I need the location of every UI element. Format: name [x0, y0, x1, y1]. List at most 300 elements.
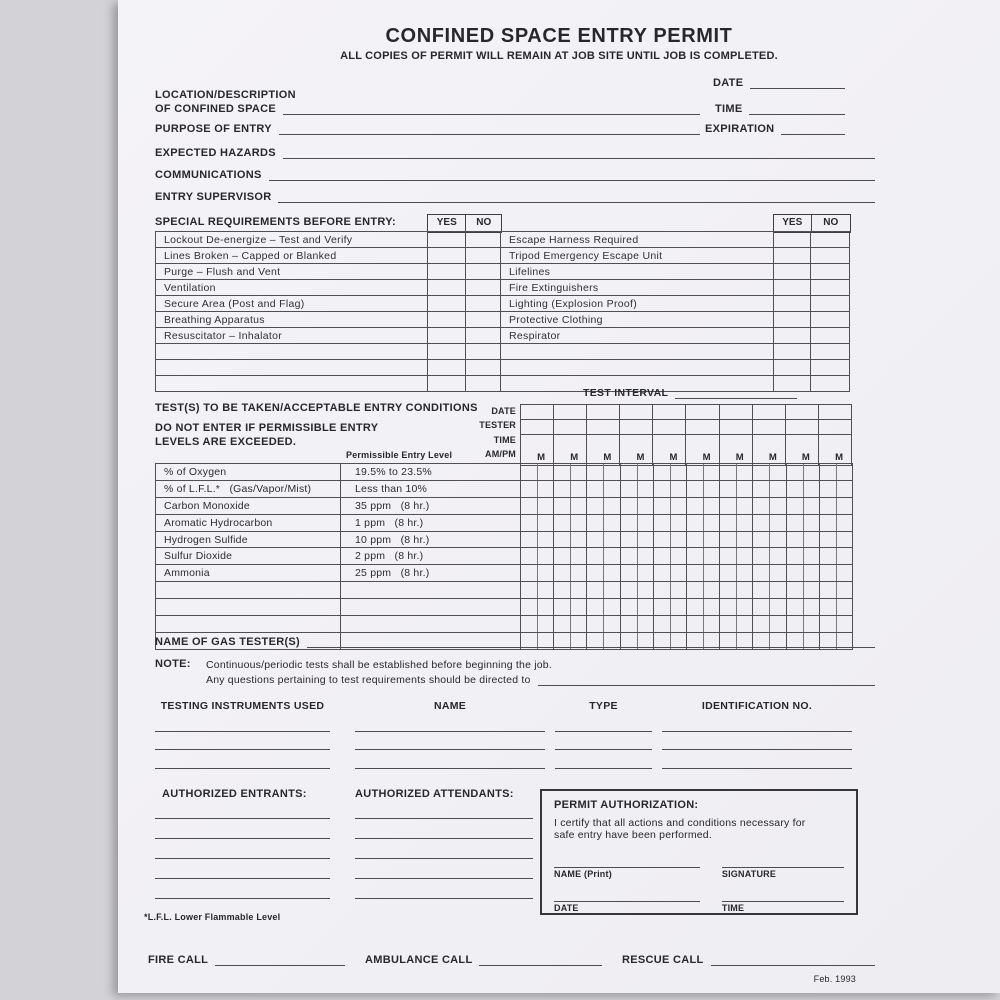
test-reading-cell[interactable] [521, 514, 554, 531]
yes-checkbox-cell[interactable] [774, 360, 811, 376]
test-reading-cell[interactable] [819, 565, 852, 582]
test-reading-cell[interactable] [753, 616, 786, 633]
grid-row-label-time: TIME [493, 435, 516, 445]
authorized-entrants-label: AUTHORIZED ENTRANTS: [162, 788, 307, 800]
test-reading-cell[interactable] [620, 464, 653, 481]
requirement-label-left: Lines Broken – Capped or Blanked [156, 248, 428, 264]
print-name-label: NAME (Print) [554, 869, 612, 879]
tests-heading: TEST(S) TO BE TAKEN/ACCEPTABLE ENTRY CONDITIONS [155, 402, 478, 414]
interval-date-cell[interactable] [785, 405, 818, 420]
test-reading-cell[interactable] [554, 599, 587, 616]
requirement-label-left [156, 344, 428, 360]
test-reading-cell[interactable] [753, 531, 786, 548]
entry-supervisor-input-line[interactable] [278, 189, 875, 203]
test-reading-cell[interactable] [620, 548, 653, 565]
interval-ampm-cell[interactable]: M [785, 435, 818, 466]
interval-ampm-cell[interactable]: M [818, 435, 851, 466]
yes-checkbox-cell[interactable] [428, 344, 466, 360]
grid-row-label-date: DATE [491, 406, 516, 416]
no-checkbox-cell[interactable] [811, 232, 850, 248]
no-checkbox-cell[interactable] [466, 328, 501, 344]
test-reading-cell[interactable] [686, 480, 719, 497]
test-reading-cell[interactable] [753, 582, 786, 599]
print-name-input-line[interactable] [554, 855, 700, 868]
gas-name-cell [156, 599, 341, 616]
requirement-row [156, 312, 850, 328]
test-reading-cell[interactable] [720, 480, 753, 497]
requirement-label-right: Respirator [501, 328, 774, 344]
expiration-input-line[interactable] [781, 121, 845, 135]
test-reading-cell[interactable] [753, 480, 786, 497]
test-reading-cell[interactable] [786, 599, 819, 616]
yes-header-label: YES [436, 217, 457, 228]
test-reading-cell[interactable] [753, 599, 786, 616]
test-reading-cell[interactable] [819, 514, 852, 531]
gas-row [156, 548, 853, 565]
attendant-input-line[interactable] [355, 865, 533, 879]
test-reading-cell[interactable] [753, 514, 786, 531]
requirement-label-right: Lifelines [501, 264, 774, 280]
interval-ampm-cell[interactable]: M [686, 435, 719, 466]
attendant-input-line[interactable] [355, 885, 533, 899]
yes-checkbox-cell[interactable] [774, 296, 811, 312]
interval-tester-cell[interactable] [521, 420, 554, 435]
yes-checkbox-cell[interactable] [774, 280, 811, 296]
entrant-input-line[interactable] [155, 865, 330, 879]
gas-name-cell [156, 616, 341, 633]
test-reading-cell[interactable] [521, 616, 554, 633]
entrant-input-line[interactable] [155, 885, 330, 899]
instrument-id-input-line[interactable] [662, 737, 852, 750]
test-reading-cell[interactable] [686, 548, 719, 565]
do-not-enter-warning-line1: DO NOT ENTER IF PERMISSIBLE ENTRY [155, 422, 379, 434]
requirement-row [156, 328, 850, 344]
test-reading-cell[interactable] [620, 514, 653, 531]
location-label-line2: OF CONFINED SPACE [155, 103, 277, 115]
gas-test-table [155, 463, 853, 650]
fire-call-label: FIRE CALL [148, 954, 209, 966]
test-reading-cell[interactable] [720, 616, 753, 633]
rescue-call-input-line[interactable] [711, 952, 875, 966]
requirement-label-right [501, 360, 774, 376]
gas-row [156, 582, 853, 599]
test-reading-cell[interactable] [720, 582, 753, 599]
test-reading-cell[interactable] [653, 565, 686, 582]
purpose-input-line[interactable] [279, 121, 700, 135]
instruments-header: TESTING INSTRUMENTS USED [160, 700, 325, 712]
ambulance-call-label: AMBULANCE CALL [365, 954, 473, 966]
yes-checkbox-cell[interactable] [774, 328, 811, 344]
requirement-label-right: Protective Clothing [501, 312, 774, 328]
interval-tester-cell[interactable] [653, 420, 686, 435]
interval-date-cell[interactable] [521, 405, 554, 420]
interval-tester-cell[interactable] [587, 420, 620, 435]
test-reading-cell[interactable] [587, 464, 620, 481]
gas-row [156, 565, 853, 582]
test-reading-cell[interactable] [620, 616, 653, 633]
yes-checkbox-cell[interactable] [428, 296, 466, 312]
ambulance-call-input-line[interactable] [479, 952, 602, 966]
test-reading-cell[interactable] [521, 497, 554, 514]
no-checkbox-cell[interactable] [466, 280, 501, 296]
form-title: CONFINED SPACE ENTRY PERMIT [385, 25, 733, 47]
authorization-date-label: DATE [554, 903, 579, 913]
yes-checkbox-cell[interactable] [428, 264, 466, 280]
test-reading-cell[interactable] [587, 599, 620, 616]
gas-level-cell [341, 599, 521, 616]
test-reading-cell[interactable] [587, 531, 620, 548]
instrument-type-input-line[interactable] [555, 719, 652, 732]
requirement-row [156, 344, 850, 360]
test-reading-cell[interactable] [786, 497, 819, 514]
gas-name-cell: Hydrogen Sulfide [156, 531, 341, 548]
yes-checkbox-cell[interactable] [774, 248, 811, 264]
signature-label: SIGNATURE [721, 869, 777, 879]
no-checkbox-cell[interactable] [466, 312, 501, 328]
no-checkbox-cell[interactable] [811, 248, 850, 264]
interval-ampm-cell[interactable]: M [620, 435, 653, 466]
permit-authorization-heading: PERMIT AUTHORIZATION: [554, 799, 699, 811]
rescue-call-label: RESCUE CALL [622, 954, 704, 966]
requirement-label-left: Resuscitator – Inhalator [156, 328, 428, 344]
fire-call-field [148, 952, 345, 966]
test-reading-cell[interactable] [819, 582, 852, 599]
interval-date-cell[interactable] [686, 405, 719, 420]
test-reading-cell[interactable] [720, 565, 753, 582]
gas-row [156, 464, 853, 481]
test-reading-cell[interactable] [554, 565, 587, 582]
gas-name-cell [156, 582, 341, 599]
test-reading-cell[interactable] [587, 514, 620, 531]
attendant-input-line[interactable] [355, 805, 533, 819]
no-checkbox-cell[interactable] [811, 360, 850, 376]
test-reading-cell[interactable] [720, 497, 753, 514]
instrument-name-input-line[interactable] [355, 719, 545, 732]
gas-level-cell [341, 582, 521, 599]
test-reading-cell[interactable] [653, 514, 686, 531]
test-reading-cell[interactable] [686, 565, 719, 582]
interval-date-cell[interactable] [587, 405, 620, 420]
no-checkbox-cell[interactable] [811, 264, 850, 280]
test-reading-cell[interactable] [686, 582, 719, 599]
test-reading-cell[interactable] [753, 565, 786, 582]
revision-date: Feb. 1993 [813, 974, 856, 984]
test-reading-cell[interactable] [587, 616, 620, 633]
interval-tester-cell[interactable] [620, 420, 653, 435]
no-checkbox-cell[interactable] [811, 312, 850, 328]
expiration-field [705, 121, 845, 135]
yes-checkbox-cell[interactable] [774, 232, 811, 248]
test-reading-cell[interactable] [720, 531, 753, 548]
note-line2: Any questions pertaining to test requirements should be directed to [206, 674, 531, 686]
yes-checkbox-cell[interactable] [428, 248, 466, 264]
requirement-label-right: Fire Extinguishers [501, 280, 774, 296]
yes-checkbox-cell[interactable] [428, 280, 466, 296]
test-reading-cell[interactable] [686, 464, 719, 481]
attendant-input-line[interactable] [355, 845, 533, 859]
time-label: TIME [715, 103, 743, 115]
test-reading-cell[interactable] [521, 531, 554, 548]
test-reading-cell[interactable] [819, 548, 852, 565]
instrument-used-input-line[interactable] [155, 719, 330, 732]
test-reading-cell[interactable] [554, 497, 587, 514]
time-input-line[interactable] [749, 101, 845, 115]
interval-date-cell[interactable] [653, 405, 686, 420]
gas-level-cell: 19.5% to 23.5% [341, 464, 521, 481]
interval-ampm-cell[interactable]: M [587, 435, 620, 466]
interval-header-row [521, 405, 852, 420]
authorization-date-input-line[interactable] [554, 889, 700, 902]
interval-ampm-cell[interactable]: M [653, 435, 686, 466]
authorization-time-input-line[interactable] [722, 889, 844, 902]
test-reading-cell[interactable] [521, 565, 554, 582]
purpose-field [155, 121, 700, 135]
test-reading-cell[interactable] [720, 599, 753, 616]
certify-line1: I certify that all actions and conditions necessary for [554, 817, 806, 829]
no-checkbox-cell[interactable] [466, 296, 501, 312]
interval-tester-cell[interactable] [686, 420, 719, 435]
yes-header-label: YES [782, 217, 803, 228]
test-reading-cell[interactable] [620, 497, 653, 514]
no-checkbox-cell[interactable] [811, 280, 850, 296]
location-label-line1: LOCATION/DESCRIPTION [155, 89, 296, 101]
gas-row [156, 497, 853, 514]
interval-date-cell[interactable] [554, 405, 587, 420]
test-reading-cell[interactable] [786, 616, 819, 633]
test-reading-cell[interactable] [521, 464, 554, 481]
test-reading-cell[interactable] [720, 514, 753, 531]
interval-ampm-cell[interactable]: M [719, 435, 752, 466]
test-reading-cell[interactable] [521, 582, 554, 599]
instrument-id-input-line[interactable] [662, 756, 852, 769]
instrument-row [155, 737, 852, 751]
test-reading-cell[interactable] [554, 548, 587, 565]
test-reading-cell[interactable] [620, 565, 653, 582]
interval-date-cell[interactable] [752, 405, 785, 420]
interval-date-cell[interactable] [818, 405, 851, 420]
test-reading-cell[interactable] [819, 497, 852, 514]
name-header: NAME [433, 700, 467, 712]
instrument-type-input-line[interactable] [555, 737, 652, 750]
no-checkbox-cell[interactable] [466, 376, 501, 392]
instrument-used-input-line[interactable] [155, 737, 330, 750]
no-header-label: NO [811, 215, 850, 232]
test-reading-cell[interactable] [753, 464, 786, 481]
test-reading-cell[interactable] [620, 531, 653, 548]
gas-level-cell: 25 ppm (8 hr.) [341, 565, 521, 582]
test-reading-cell[interactable] [786, 548, 819, 565]
gas-tester-input-line[interactable] [307, 634, 875, 648]
test-reading-cell[interactable] [786, 565, 819, 582]
test-reading-cell[interactable] [620, 582, 653, 599]
test-reading-cell[interactable] [587, 548, 620, 565]
test-reading-cell[interactable] [819, 599, 852, 616]
test-reading-cell[interactable] [686, 599, 719, 616]
test-reading-cell[interactable] [653, 582, 686, 599]
test-reading-cell[interactable] [819, 464, 852, 481]
entrant-lines [155, 805, 330, 899]
test-reading-cell[interactable] [786, 582, 819, 599]
test-reading-cell[interactable] [786, 464, 819, 481]
yes-checkbox-cell[interactable] [774, 312, 811, 328]
interval-ampm-cell[interactable]: M [554, 435, 587, 466]
gas-row [156, 514, 853, 531]
requirement-label-left: Purge – Flush and Vent [156, 264, 428, 280]
expected-hazards-label: EXPECTED HAZARDS [155, 147, 276, 159]
yes-checkbox-cell[interactable] [774, 264, 811, 280]
form-subtitle: ALL COPIES OF PERMIT WILL REMAIN AT JOB SITE UNTIL JOB IS COMPLETED. [340, 50, 778, 62]
authorized-attendants-label: AUTHORIZED ATTENDANTS: [355, 788, 514, 800]
gas-level-cell: 10 ppm (8 hr.) [341, 531, 521, 548]
instruments-header-row [155, 700, 852, 714]
gas-name-cell: Carbon Monoxide [156, 497, 341, 514]
instrument-used-input-line[interactable] [155, 756, 330, 769]
fire-call-input-line[interactable] [215, 952, 345, 966]
test-reading-cell[interactable] [753, 548, 786, 565]
instrument-row [155, 719, 852, 733]
test-interval-input-line[interactable] [675, 385, 797, 399]
test-reading-cell[interactable] [653, 548, 686, 565]
yes-checkbox-cell[interactable] [428, 328, 466, 344]
entrant-input-line[interactable] [155, 825, 330, 839]
test-reading-cell[interactable] [587, 480, 620, 497]
attendant-lines [355, 805, 533, 899]
no-checkbox-cell[interactable] [466, 264, 501, 280]
test-reading-cell[interactable] [554, 616, 587, 633]
test-reading-cell[interactable] [521, 599, 554, 616]
yes-checkbox-cell[interactable] [428, 376, 466, 392]
interval-date-cell[interactable] [620, 405, 653, 420]
instrument-row [155, 756, 852, 770]
test-reading-cell[interactable] [686, 531, 719, 548]
interval-tester-cell[interactable] [719, 420, 752, 435]
test-reading-cell[interactable] [620, 599, 653, 616]
test-reading-cell[interactable] [554, 464, 587, 481]
requirement-label-left [156, 360, 428, 376]
no-checkbox-cell[interactable] [466, 248, 501, 264]
test-reading-cell[interactable] [653, 599, 686, 616]
test-reading-cell[interactable] [753, 497, 786, 514]
yes-checkbox-cell[interactable] [428, 232, 466, 248]
test-reading-cell[interactable] [554, 514, 587, 531]
test-reading-cell[interactable] [686, 497, 719, 514]
no-checkbox-cell[interactable] [466, 344, 501, 360]
no-checkbox-cell[interactable] [811, 296, 850, 312]
instrument-id-input-line[interactable] [662, 719, 852, 732]
no-checkbox-cell[interactable] [811, 376, 850, 392]
type-header: TYPE [589, 700, 618, 712]
gas-name-cell: Ammonia [156, 565, 341, 582]
no-checkbox-cell[interactable] [466, 360, 501, 376]
no-checkbox-cell[interactable] [466, 232, 501, 248]
entrant-input-line[interactable] [155, 805, 330, 819]
test-reading-cell[interactable] [653, 616, 686, 633]
rescue-call-field [622, 952, 875, 966]
communications-input-line[interactable] [269, 167, 875, 181]
interval-tester-cell[interactable] [818, 420, 851, 435]
test-reading-cell[interactable] [587, 565, 620, 582]
expected-hazards-input-line[interactable] [283, 145, 875, 159]
test-reading-cell[interactable] [819, 531, 852, 548]
test-reading-cell[interactable] [720, 464, 753, 481]
purpose-label: PURPOSE OF ENTRY [155, 123, 272, 135]
entry-supervisor-label: ENTRY SUPERVISOR [155, 191, 272, 203]
communications-label: COMMUNICATIONS [155, 169, 262, 181]
instrument-name-input-line[interactable] [355, 756, 545, 769]
grid-row-label-tester: TESTER [479, 420, 516, 430]
test-reading-cell[interactable] [686, 616, 719, 633]
test-reading-cell[interactable] [620, 480, 653, 497]
test-reading-cell[interactable] [786, 531, 819, 548]
gas-row [156, 616, 853, 633]
yes-checkbox-cell[interactable] [774, 344, 811, 360]
yes-checkbox-cell[interactable] [428, 312, 466, 328]
interval-tester-cell[interactable] [554, 420, 587, 435]
time-field [715, 101, 845, 115]
interval-ampm-cell[interactable]: M [521, 435, 554, 466]
entrant-input-line[interactable] [155, 845, 330, 859]
interval-header-row [521, 420, 852, 435]
no-checkbox-cell[interactable] [811, 328, 850, 344]
no-checkbox-cell[interactable] [811, 344, 850, 360]
test-reading-cell[interactable] [686, 514, 719, 531]
yes-checkbox-cell[interactable] [428, 360, 466, 376]
attendant-input-line[interactable] [355, 825, 533, 839]
instrument-type-input-line[interactable] [555, 756, 652, 769]
interval-tester-cell[interactable] [752, 420, 785, 435]
test-reading-cell[interactable] [587, 497, 620, 514]
note-label: NOTE: [155, 658, 191, 670]
identification-header: IDENTIFICATION NO. [701, 700, 813, 712]
location-input-line[interactable] [283, 101, 700, 115]
date-input-line[interactable] [750, 75, 845, 89]
requirement-label-left: Secure Area (Post and Flag) [156, 296, 428, 312]
test-reading-cell[interactable] [653, 464, 686, 481]
signature-input-line[interactable] [722, 855, 844, 868]
interval-tester-cell[interactable] [785, 420, 818, 435]
instrument-name-input-line[interactable] [355, 737, 545, 750]
gas-level-cell: 2 ppm (8 hr.) [341, 548, 521, 565]
test-interval-grid [520, 404, 852, 466]
test-reading-cell[interactable] [554, 582, 587, 599]
test-interval-label: TEST INTERVAL [583, 387, 669, 399]
gas-row [156, 480, 853, 497]
test-reading-cell[interactable] [819, 480, 852, 497]
interval-date-cell[interactable] [719, 405, 752, 420]
test-reading-cell[interactable] [554, 480, 587, 497]
requirement-row [156, 232, 850, 248]
test-reading-cell[interactable] [786, 514, 819, 531]
note-directed-to-input-line[interactable] [538, 672, 875, 686]
test-reading-cell[interactable] [554, 531, 587, 548]
test-reading-cell[interactable] [819, 616, 852, 633]
date-field [713, 75, 845, 89]
authorization-time-label: TIME [721, 903, 745, 913]
gas-tester-label: NAME OF GAS TESTER(S) [155, 636, 301, 648]
test-reading-cell[interactable] [786, 480, 819, 497]
test-reading-cell[interactable] [521, 548, 554, 565]
test-reading-cell[interactable] [653, 531, 686, 548]
test-reading-cell[interactable] [653, 497, 686, 514]
test-reading-cell[interactable] [720, 548, 753, 565]
test-reading-cell[interactable] [587, 582, 620, 599]
gas-name-cell: % of L.F.L.* (Gas/Vapor/Mist) [156, 480, 341, 497]
test-interval-field [583, 385, 797, 399]
test-reading-cell[interactable] [521, 480, 554, 497]
test-reading-cell[interactable] [653, 480, 686, 497]
note-line2-field [206, 661, 875, 686]
interval-ampm-cell[interactable]: M [752, 435, 785, 466]
